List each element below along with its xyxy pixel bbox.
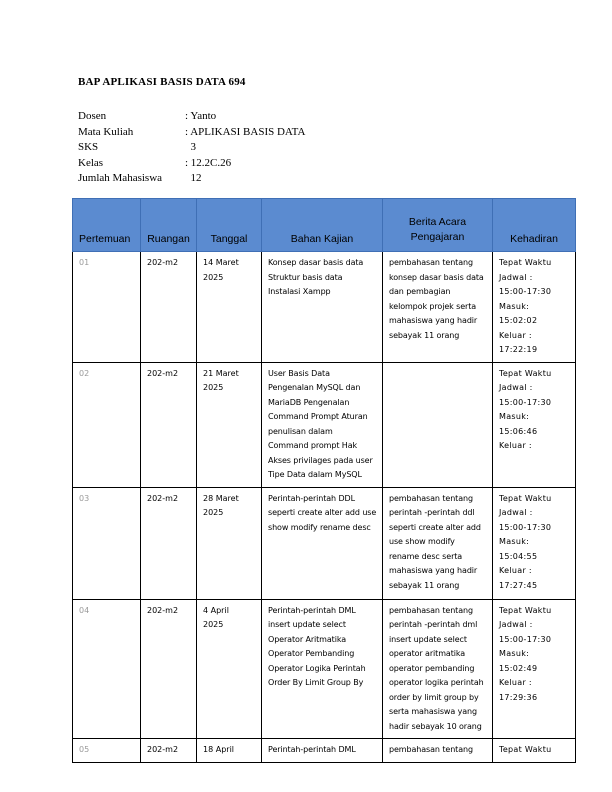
cell-line: 4 April [203,605,229,615]
cell-line: Struktur basis data [268,272,343,282]
cell-line: Konsep dasar basis data [268,258,364,267]
cell-line: pembahasan tentang [389,258,473,267]
cell-tanggal [197,252,262,363]
header-bahan-kajian: Bahan Kajian [262,199,383,252]
cell-line: 21 Maret [203,368,239,378]
cell-line: Tepat Waktu [499,493,552,503]
cell-line: Perintah-perintah DML [268,745,356,754]
cell-line: Keluar : [499,441,532,450]
cell-line: 14 Maret [203,258,239,267]
cell-line: Keluar : [499,330,532,340]
cell-line: Keluar : [499,566,532,575]
cell-bahan-kajian [262,252,383,363]
cell-line: MariaDB Pengenalan [268,397,350,407]
cell-line: sebayak 11 orang [389,580,460,590]
cell-ruangan: 202-m2 [141,739,197,763]
cell-line: Jadwal : [499,508,533,517]
cell-line: Keluar : [499,678,532,687]
cell-line: order by limit group by [389,692,479,702]
cell-kehadiran [493,487,576,599]
cell-berita-acara [383,362,493,487]
cell-line: Command prompt Hak [268,441,358,450]
cell-kehadiran [493,252,576,363]
cell-line: Perintah-perintah DDL [268,493,355,503]
cell-line: Tepat Waktu [499,745,552,754]
header-kehadiran: Kehadiran [493,199,576,252]
cell-line: 17:22:19 [499,345,538,354]
cell-line: 28 Maret [203,493,239,503]
info-label: SKS [78,141,99,154]
cell-line: mahasiswa yang hadir [389,566,478,575]
cell-bahan-kajian [262,739,383,763]
cell-line: 15:02:02 [499,316,538,325]
cell-line: 18 April [203,745,235,754]
cell-line: 15:04:55 [499,551,538,561]
cell-line: 2025 [203,383,224,392]
cell-kehadiran [493,362,576,487]
cell-bahan-kajian [262,599,383,739]
cell-pertemuan: 04 [73,599,141,739]
cell-tanggal [197,487,262,599]
cell-line: Tepat Waktu [499,368,552,378]
cell-line: perintah -perintah dml [389,620,478,629]
cell-line: Masuk: [499,537,530,546]
cell-line: Masuk: [499,412,530,421]
cell-line: sebayak 11 orang [389,330,460,340]
cell-pertemuan: 02 [73,362,141,487]
cell-line: dan pembagian [389,287,451,296]
cell-line: 15:00-17:30 [499,522,552,532]
cell-line: operator aritmatika [389,649,466,658]
cell-line: 15:00-17:30 [499,634,552,644]
table-row [73,487,576,599]
cell-line: Operator Aritmatika [268,634,347,644]
cell-ruangan: 202-m2 [141,487,197,599]
info-value: 3 [185,141,196,154]
cell-pertemuan: 03 [73,487,141,599]
info-value: : 12.2C.26 [185,156,232,169]
cell-line: 2025 [203,272,224,282]
cell-line: pembahasan tentang [389,605,473,615]
cell-line: Instalasi Xampp [268,287,331,296]
cell-line: 2025 [203,508,224,517]
cell-line: Akses privilages pada user [268,455,373,465]
cell-line: Masuk: [499,301,530,311]
cell-line: konsep dasar basis data [389,272,484,282]
cell-line: Operator Pembanding [268,649,355,658]
cell-line: Tipe Data dalam MySQL [268,470,362,479]
cell-bahan-kajian [262,487,383,599]
cell-line: rename desc serta [389,551,463,561]
cell-line: 15:00-17:30 [499,397,552,407]
cell-line: Order By Limit Group By [268,678,364,687]
cell-pertemuan: 05 [73,739,141,763]
cell-line: pembahasan tentang [389,745,473,754]
cell-line: serta mahasiswa yang [389,707,477,716]
cell-berita-acara [383,599,493,739]
cell-berita-acara [383,252,493,363]
cell-tanggal [197,362,262,487]
cell-kehadiran [493,599,576,739]
cell-line: operator logika perintah [389,678,484,687]
header-berita-acara: Berita Acara Pengajaran [383,199,493,252]
cell-pertemuan: 01 [73,252,141,363]
cell-line: Masuk: [499,649,530,658]
cell-line: 2025 [203,620,224,629]
table-row [73,599,576,739]
cell-line: Pengenalan MySQL dan [268,383,361,392]
cell-line: 15:06:46 [499,426,538,436]
cell-line: 15:00-17:30 [499,287,552,296]
table-row [73,739,576,763]
cell-line: perintah -perintah ddl [389,508,475,517]
cell-line: 17:27:45 [499,580,538,590]
info-label: Kelas [78,156,104,169]
document-title: BAP APLIKASI BASIS DATA 694 [78,76,246,88]
cell-berita-acara [383,487,493,599]
cell-line: show modify rename desc [268,522,371,532]
table-row [73,252,576,363]
cell-line: User Basis Data [268,368,330,378]
cell-tanggal [197,739,262,763]
cell-line: operator pembanding [389,663,475,673]
cell-line: mahasiswa yang hadir [389,316,478,325]
cell-line: Tepat Waktu [499,605,552,615]
cell-line: insert update select [268,620,346,629]
cell-line: Perintah-perintah DML [268,605,356,615]
cell-ruangan: 202-m2 [141,252,197,363]
cell-line: pembahasan tentang [389,493,473,503]
cell-line: Tepat Waktu [499,258,552,267]
cell-line: Command Prompt Aturan [268,412,368,421]
info-label: Mata Kuliah [78,125,134,138]
cell-line: seperti create alter add use [268,508,377,517]
cell-line: insert update select [389,634,467,644]
cell-berita-acara [383,739,493,763]
cell-line: kelompok projek serta [389,301,477,311]
cell-kehadiran [493,739,576,763]
cell-line: hadir sebayak 10 orang [389,721,482,731]
info-value: : Yanto [185,110,217,122]
header-ruangan: Ruangan [141,199,197,252]
info-label: Dosen [78,110,107,122]
cell-line: Jadwal : [499,272,533,282]
attendance-table [72,198,576,763]
table-row [73,362,576,487]
cell-line: Jadwal : [499,383,533,392]
cell-line: 15:02:49 [499,663,538,673]
cell-line: Jadwal : [499,620,533,629]
table-header-row [73,199,576,252]
cell-line: 17:29:36 [499,692,538,702]
cell-ruangan: 202-m2 [141,599,197,739]
info-label: Jumlah Mahasiswa [78,172,163,185]
cell-tanggal [197,599,262,739]
cell-line: penulisan dalam [268,426,333,436]
info-value: 12 [185,172,202,185]
cell-ruangan: 202-m2 [141,362,197,487]
info-value: : APLIKASI BASIS DATA [185,125,306,138]
header-tanggal: Tanggal [197,199,262,252]
cell-bahan-kajian [262,362,383,487]
cell-line: use show modify [389,537,455,546]
cell-line: Operator Logika Perintah [268,663,366,673]
cell-line: seperti create alter add [389,522,481,532]
header-pertemuan: Pertemuan [73,199,141,252]
